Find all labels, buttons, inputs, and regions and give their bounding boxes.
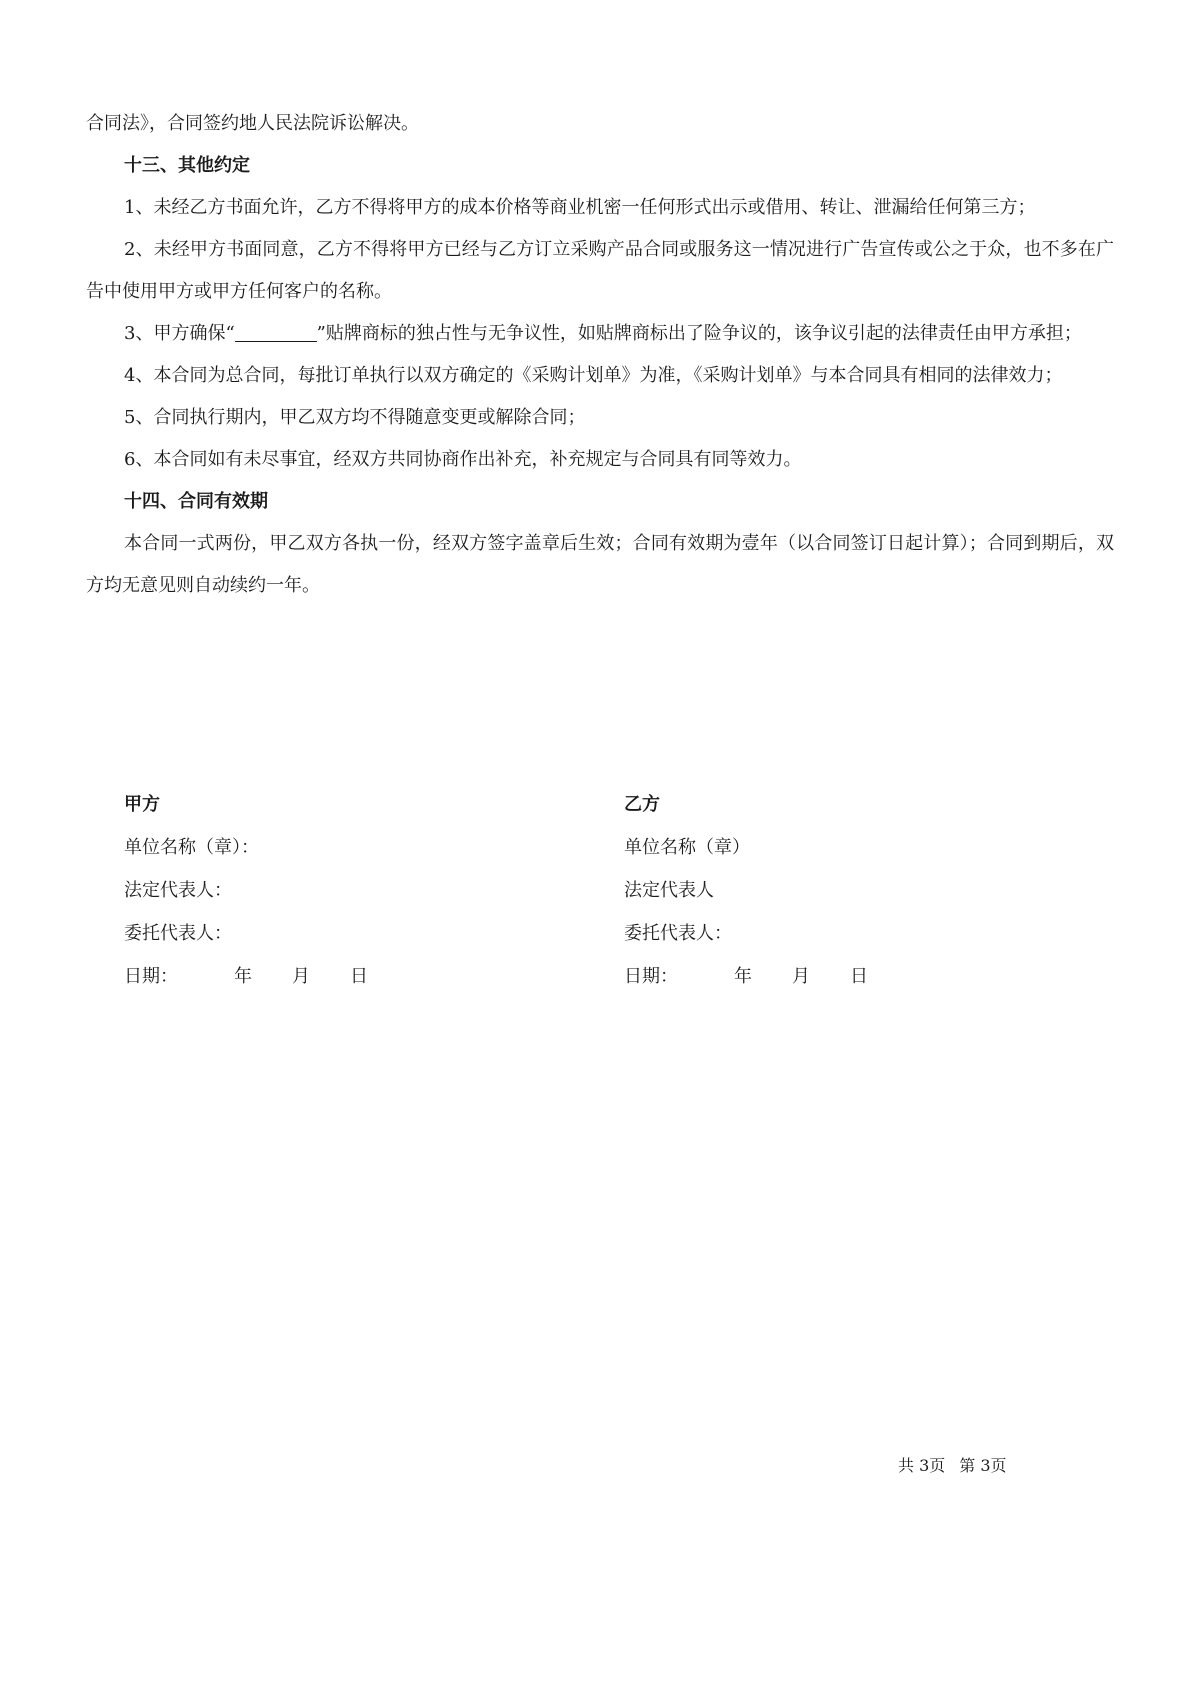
party-b-unit-name: 单位名称（章） <box>624 837 750 858</box>
brand-name-blank <box>235 321 317 342</box>
section-13-title: 十三、其他约定 <box>124 155 250 176</box>
paragraph-continuation: 合同法》，合同签约地人民法院诉讼解决。 <box>86 113 419 134</box>
party-b-month: 月 <box>792 966 810 987</box>
clause-1: 1、未经乙方书面允许，乙方不得将甲方的成本价格等商业机密一任何形式出示或借用、转让、泄漏给任何第三方； <box>124 197 1036 218</box>
current-page: 第 3页 <box>959 1456 1007 1475</box>
party-a-signature <box>124 783 544 998</box>
party-b-title: 乙方 <box>624 794 660 815</box>
page-footer <box>898 1453 1007 1476</box>
party-b-date <box>624 955 1044 998</box>
party-a-day: 日 <box>350 966 368 987</box>
party-b-year: 年 <box>734 966 752 987</box>
clause-3 <box>86 313 1114 355</box>
clause-4: 4、本合同为总合同，每批订单执行以双方确定的《采购计划单》为准，《采购计划单》与本合同具有相同的法律效力； <box>124 365 1063 386</box>
party-a-date <box>124 955 544 998</box>
party-b-date-label: 日期： <box>624 966 678 987</box>
party-a-date-label: 日期： <box>124 966 178 987</box>
clause-6: 6、本合同如有未尽事宜，经双方共同协商作出补充，补充规定与合同具有同等效力。 <box>124 449 802 470</box>
party-a-legal-rep: 法定代表人： <box>124 880 232 901</box>
clause-5: 5、合同执行期内，甲乙双方均不得随意变更或解除合同； <box>124 407 586 428</box>
validity-clause: 本合同一式两份，甲乙双方各执一份，经双方签字盖章后生效；合同有效期为壹年（以合同签订日起计算）；合同到期后，双方均无意见则自动续约一年。 <box>86 533 1114 596</box>
party-a-year: 年 <box>234 966 252 987</box>
party-a-agent: 委托代表人： <box>124 923 232 944</box>
party-b-legal-rep: 法定代表人 <box>624 880 714 901</box>
party-b-day: 日 <box>850 966 868 987</box>
section-14-title: 十四、合同有效期 <box>124 491 268 512</box>
clause-2: 2、未经甲方书面同意，乙方不得将甲方已经与乙方订立采购产品合同或服务这一情况进行广告宣传或公之于众，也不多在广告中使用甲方或甲方任何客户的名称。 <box>86 239 1114 302</box>
clause-3-start: 3、甲方确保“ <box>124 323 235 344</box>
total-pages: 共 3页 <box>898 1456 946 1475</box>
party-b-agent: 委托代表人： <box>624 923 732 944</box>
party-a-month: 月 <box>292 966 310 987</box>
party-a-title: 甲方 <box>124 794 160 815</box>
party-a-unit-name: 单位名称（章）： <box>124 837 259 858</box>
contract-body <box>86 103 1114 607</box>
clause-3-end: ”贴牌商标的独占性与无争议性，如贴牌商标出了险争议的，该争议引起的法律责任由甲方承担； <box>316 323 1082 344</box>
party-b-signature <box>624 783 1044 998</box>
